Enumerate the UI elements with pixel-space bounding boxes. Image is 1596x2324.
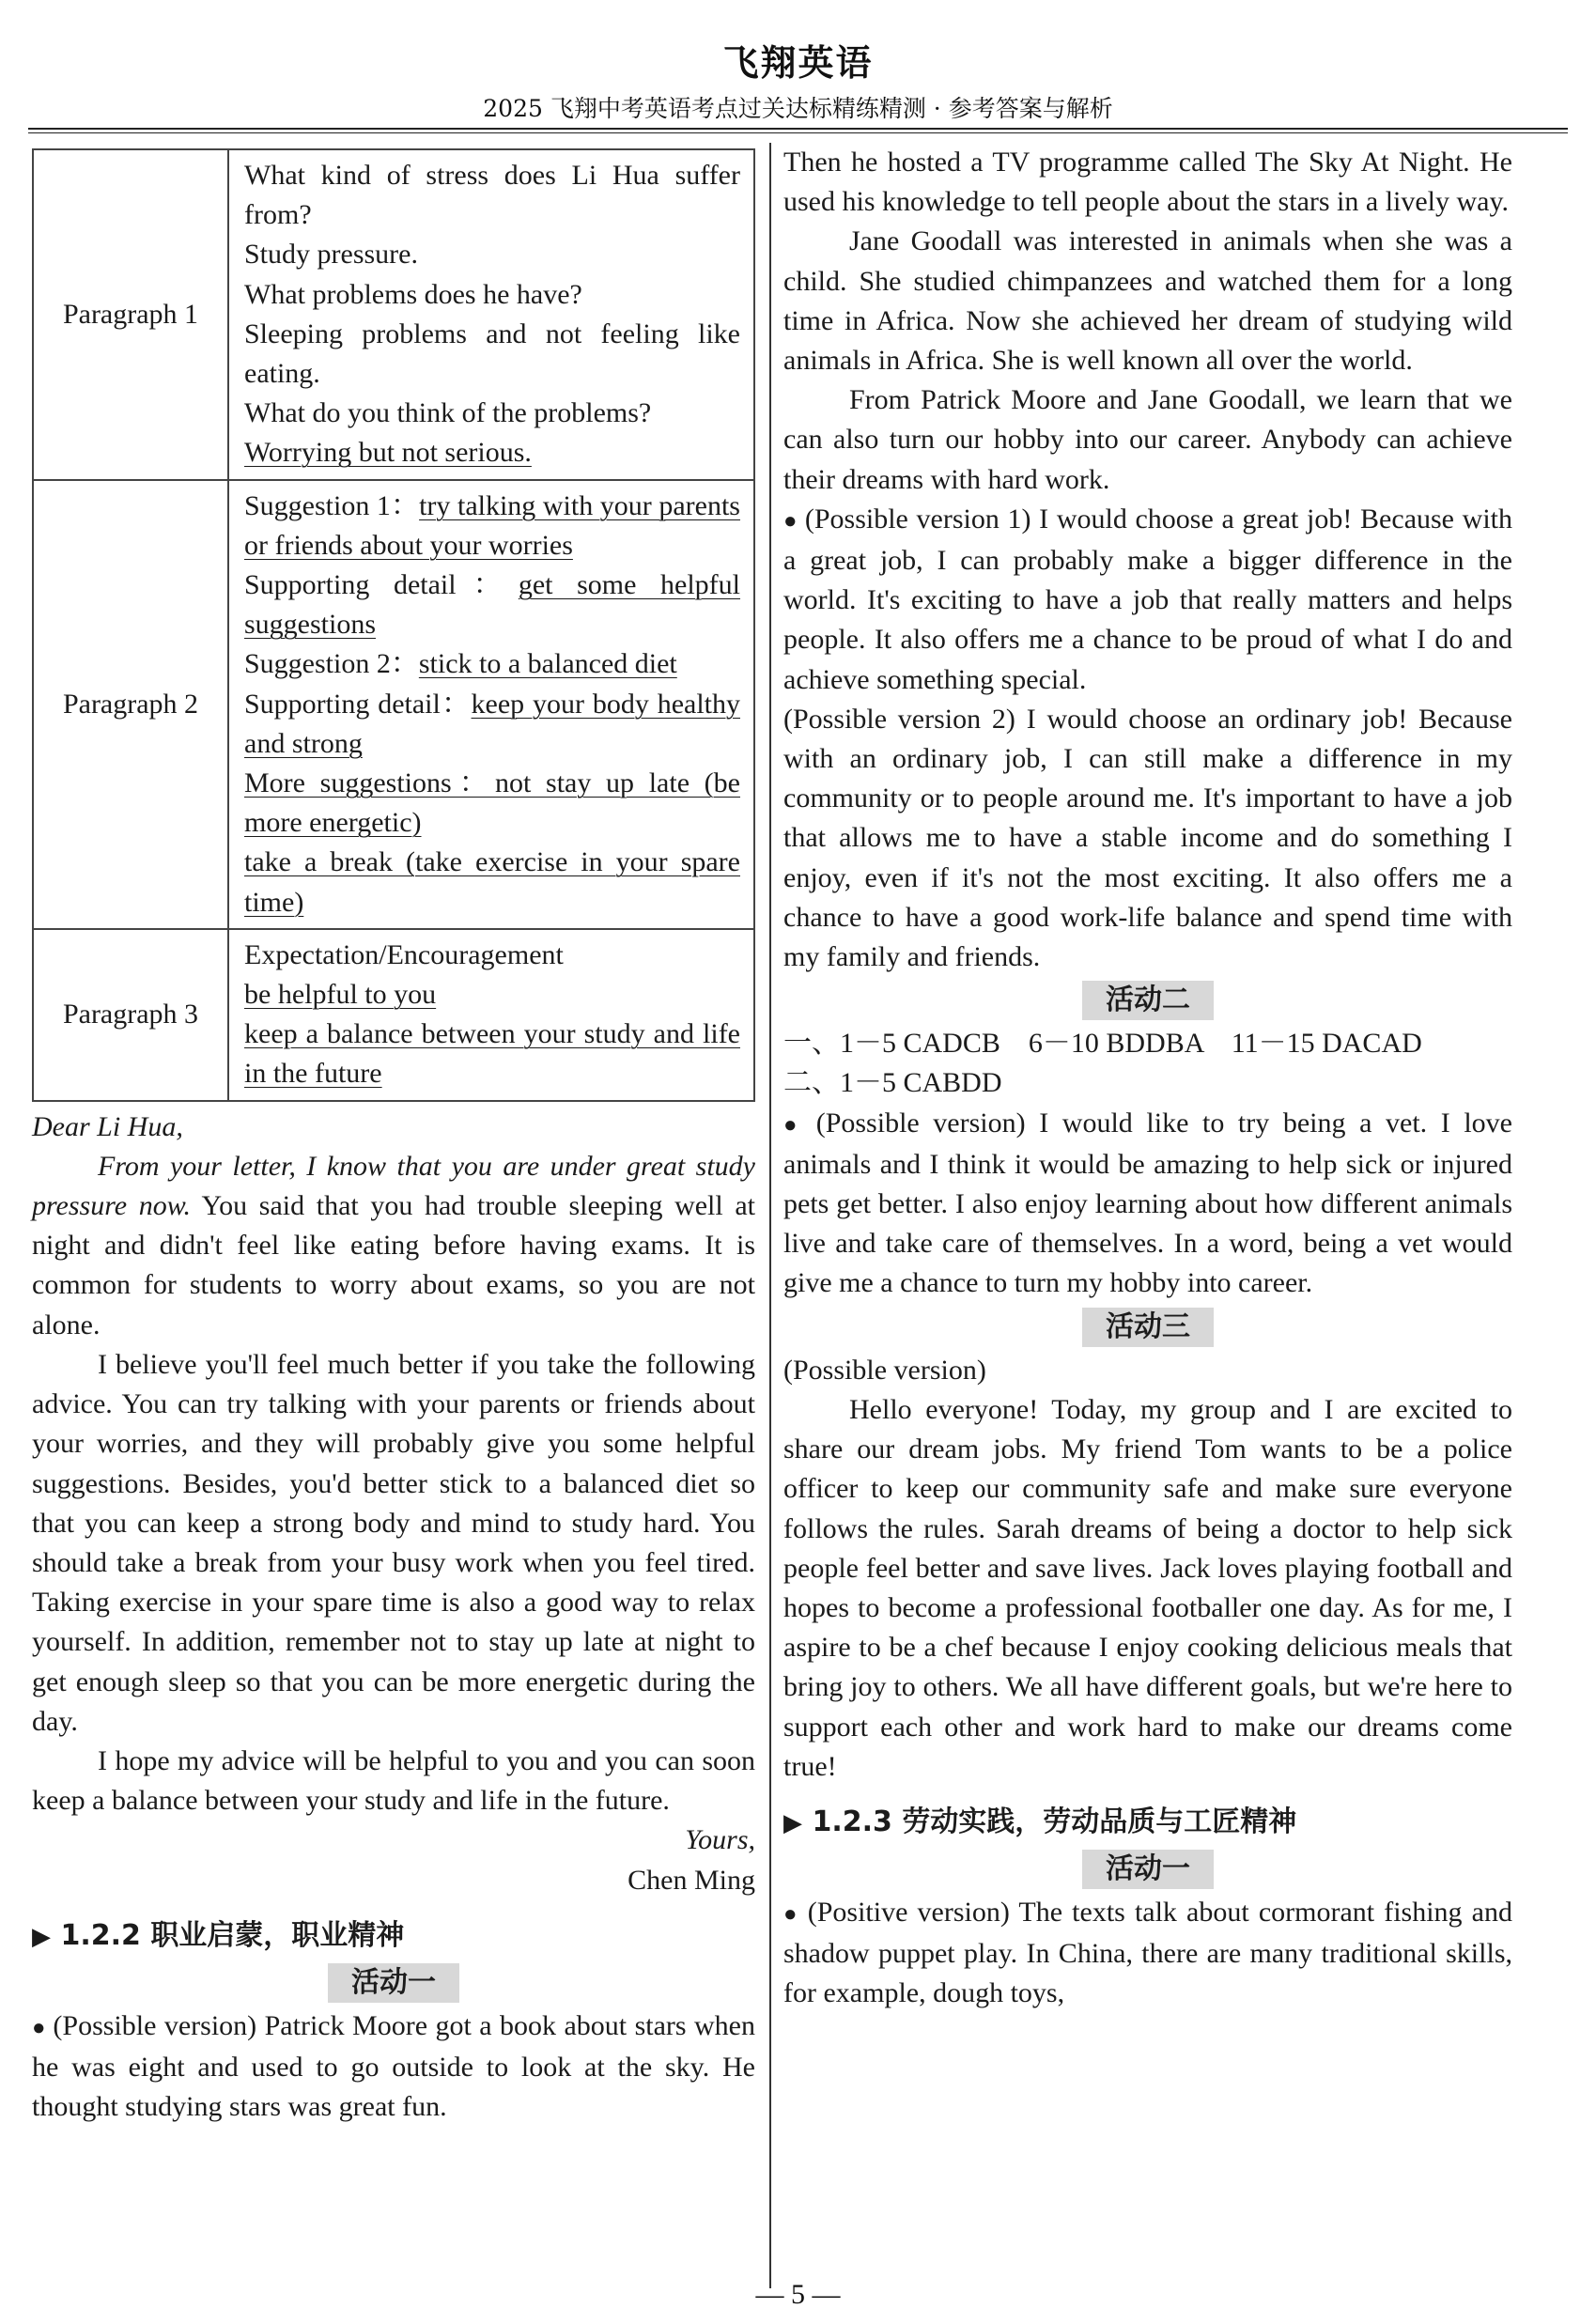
triangle-icon: ▶ (783, 1808, 802, 1837)
right-column (783, 143, 1512, 2014)
section-heading: ▶ 1.2.3 劳动实践，劳动品质与工匠精神 (783, 1805, 1297, 1838)
answer-paragraph: Jane Goodall was interested in animals when she was a child. She studied chimpanzees and watched them for a long time in Africa. Now she achieved her dream of studying wild animals in Africa. She is well known all over the world. (783, 225, 1512, 377)
answer-paragraph: ● (Positive version) The texts talk about cormorant fishing and shadow puppet play. In China, there are many traditional skills, for example, dough toys, (783, 1893, 1512, 2014)
outline-answer: keep a balance between your study and life in the future (244, 1018, 740, 1090)
row-label: Paragraph 1 (33, 149, 228, 480)
row-content (228, 149, 754, 480)
answer-paragraph: From Patrick Moore and Jane Goodall, we learn that we can also turn our hobby into our career. Anybody can achieve their dreams with hard work. (783, 384, 1512, 495)
page-number: — 5 — (755, 2279, 841, 2310)
outline-answer: stick to a balanced diet (418, 648, 677, 680)
column-divider (769, 143, 771, 2288)
outline-answer: Worrying but not serious. (244, 437, 532, 469)
answer-paragraph: ● (Possible version) I would like to try being a vet. I love animals and I think it would be amazing to help sick or injured pets get better. I also enjoy learning about how different animals live and take care of themselves. In a word, being a vet would give me a chance to turn my hobby into career. (783, 1104, 1512, 1304)
row-content (228, 480, 754, 929)
letter-paragraph: From your letter, I know that you are under great study pressure now. You said that you had trouble sleeping well at night and didn't feel like eating before having exams. It is common for students to worry about exams, so you are not alone. (32, 1150, 755, 1340)
activity-label: 活动三 (1082, 1308, 1214, 1347)
letter-paragraph: I hope my advice will be helpful to you and you can soon keep a balance between your study and life in the future. (32, 1744, 755, 1817)
outline-answer: take a break (take exercise in your spare time) (244, 846, 740, 918)
header-rule (28, 128, 1568, 133)
page-header (0, 0, 1596, 141)
activity-label: 活动一 (328, 1963, 459, 2003)
letter-paragraph: I believe you'll feel much better if you take the following advice. You can try talking with your parents or friends about your worries, and they will probably give you some helpful suggestions. Besides, you'd better stick to a balanced diet so that you can keep a strong body and mind to study hard. You should take a break from your busy work when you feel tired. Taking exercise in your spare time is also a good way to relax yourself. In addition, remember not to stay up late at night to get enough sleep so that you can be more energetic during the day. (32, 1348, 755, 1737)
letter-signature: Chen Ming (628, 1864, 755, 1896)
outline-line: Expectation/Encouragement (244, 938, 564, 970)
outline-line: Study pressure. (244, 239, 418, 271)
outline-prefix: Supporting detail： (244, 688, 472, 720)
table-row (33, 149, 754, 480)
outline-answer: be helpful to you (244, 979, 437, 1011)
brand-logo: 飞翔英语 (722, 42, 874, 84)
activity-label: 活动二 (1082, 981, 1214, 1020)
outline-line: What kind of stress does Li Hua suffer from? (244, 160, 740, 231)
answer-paragraph: Then he hosted a TV programme called The Sky At Night. He used his knowledge to tell people about the stars in a lively way. (783, 147, 1512, 218)
version-label: (Possible version) (783, 1354, 986, 1386)
outline-line: Sleeping problems and not feeling like eating. (244, 318, 740, 390)
answer-key: 一、1－5 CADCB 6－10 BDDBA 11－15 DACAD (783, 1028, 1422, 1060)
letter-greeting: Dear Li Hua, (32, 1110, 183, 1142)
writing-outline-table (32, 148, 755, 1102)
answer-paragraph: ● (Possible version 1) I would choose a great job! Because with a great job, I can probably make a bigger difference in the world. It's exciting to have a job that really matters and helps people. It also offers me a chance to be proud of what I do and achieve something special. (783, 500, 1512, 700)
book-subtitle: 2025 飞翔中考英语考点过关达标精练精测 · 参考答案与解析 (483, 95, 1113, 122)
outline-answer: keep your body healthy and strong (244, 688, 740, 759)
sample-letter (32, 1108, 755, 1900)
triangle-icon: ▶ (32, 1922, 51, 1951)
row-label: Paragraph 3 (33, 929, 228, 1101)
outline-line: What do you think of the problems? (244, 397, 652, 429)
left-column (32, 143, 755, 2127)
table-row (33, 929, 754, 1101)
answer-paragraph: (Possible version 2) I would choose an ordinary job! Because with an ordinary job, I can still make a difference in my community or to people around me. It's important to have a job that allows me to have a stable income and do something I enjoy, even if it's not the most exciting. It also offers me a chance to have a good work-life balance and spend time with my family and friends. (783, 703, 1512, 973)
outline-answer: try talking with your parents or friends about your worries (244, 489, 740, 561)
outline-line: What problems does he have? (244, 278, 582, 310)
answer-key: 二、1－5 CABDD (783, 1067, 1002, 1099)
outline-answer: More suggestions：not stay up late (be more energetic) (244, 767, 740, 839)
answer-paragraph: ● (Possible version) Patrick Moore got a book about stars when he was eight and used to go outside to look at the sky. He thought studying stars was great fun. (32, 2006, 755, 2128)
activity-label: 活动一 (1082, 1850, 1214, 1889)
row-label: Paragraph 2 (33, 480, 228, 929)
table-row (33, 480, 754, 929)
answer-paragraph: Hello everyone! Today, my group and I are excited to share our dream jobs. My friend Tom wants to be a police officer to keep our community safe and make sure everyone follows the rules. Sarah dreams of being a doctor to help sick people feel better and save lives. Jack loves playing football and hopes to become a professional footballer one day. As for me, I aspire to be a chef because I enjoy cooking delicious meals that bring joy to others. We all have different goals, but we're here to support each other and work hard to make our dreams come true! (783, 1393, 1512, 1782)
outline-prefix: Suggestion 1： (244, 489, 420, 521)
outline-prefix: Supporting detail： (244, 569, 519, 601)
outline-prefix: Suggestion 2： (244, 648, 419, 680)
letter-closing: Yours, (685, 1824, 755, 1856)
section-heading: ▶ 1.2.2 职业启蒙，职业精神 (32, 1918, 405, 1952)
outline-answer: get some helpful suggestions (244, 569, 741, 641)
row-content (228, 929, 754, 1101)
